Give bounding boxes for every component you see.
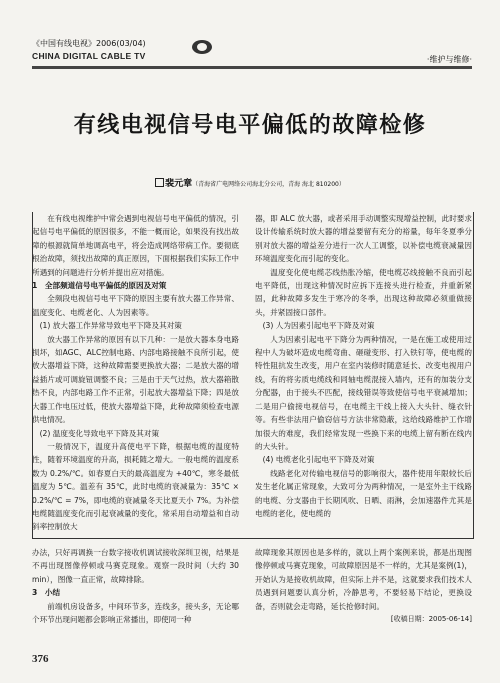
column-right-bottom-text	[255, 546, 472, 613]
journal-logo-icon	[192, 40, 212, 54]
author-box-icon	[155, 178, 164, 187]
author-name: 裴元章	[165, 179, 193, 189]
author-affiliation: （青海省广电网络公司海北分公司，青海 海北 810200）	[192, 181, 345, 188]
column-right-top	[255, 212, 472, 520]
received-date: [收稿日期：2005-06-14]	[390, 615, 472, 624]
paragraph: 器，即 ALC 放大器，或者采用手动调整实现增益控制，此时要求设计传输系统时放大器的增益要留有充分的裕量，每年冬夏季分别对放大器的增益差分进行一次人工调整，以补偿电缆衰减量因环境温度变化而引起的变化。	[255, 214, 472, 264]
paragraph: 在有线电视维护中常会遇到电视信号电平偏低的情况，引起信号电平偏低的原因很多，不能一概而论，如果没有找出故障的根源就简单地调高电平，将会造成网络带病工作。要彻底根治故障，须找出故障的真正原因，下面根据我们实际工作中所遇到的问题进行分析并提出应对措施。	[32, 214, 239, 277]
column-left-bottom	[32, 546, 239, 626]
section-heading: 3 小结	[32, 588, 61, 598]
subsection-heading: (1) 放大器工作异常导致电平下降及其对策	[39, 321, 182, 331]
paragraph: 办法，只好再调换一台数字接收机调试接收深圳卫视，结果是不再出现图像停顿或马赛克现象。观察一段时间（大约 30 min），图像一直正常，故障排除。	[32, 548, 239, 584]
paragraph: 全频段电视信号电平下降的原因主要有放大器工作异常、温度变化、电缆老化、人为因素等。	[32, 294, 239, 317]
subsection-heading: (3) 人为因素引起电平下降及对策	[262, 321, 375, 331]
journal-title-en: CHINA DIGITAL CABLE TV	[32, 51, 146, 61]
header-rule	[32, 66, 472, 69]
column-left-top	[32, 212, 239, 534]
page-number: 376	[32, 653, 49, 665]
paragraph: 线路老化对传输电视信号的影响很大，器件使用年限较长后发生老化属正常现象，大致可分为两种情况，一是室外主干线路的电缆、分支器由于长期风吹、日晒、雨淋，会加速器件尤其是电缆的老化，使电缆的	[255, 468, 472, 518]
paragraph: 前端机房设备多，中间环节多，连线多，接头多，无论哪个环节出现问题都会影响正常播出，即使同一种	[32, 601, 239, 625]
paragraph: 一般情况下，温度升高使电平下降，根据电缆的温度特性，随着环境温度的升高，损耗随之增大。一般电缆的温度系数为 0.2%/℃。如春夏白天的最高温度为 +40℃，寒冬最低温度为 5℃。温差有 35℃，此时电缆的衰减量为：35℃ × 0.2%/℃ = 7%，即电缆的衰减量冬天比夏天小 7%。为补偿电缆随温度变化而引起衰减量的变化，常采用自动增益和自动斜率控制放大	[32, 441, 239, 532]
section-label: ·维护与维修·	[426, 55, 472, 64]
byline	[0, 176, 500, 189]
subsection-heading: (4) 电缆老化引起电平下降及对策	[262, 455, 375, 465]
column-right-bottom	[255, 546, 472, 626]
page-header	[32, 38, 472, 64]
subsection-heading: (2) 温度变化导致电平下降及其对策	[39, 428, 160, 438]
paragraph: 温度变化使电缆芯线热胀冷缩，使电缆芯线接触不良而引起电平降低，出现这种情况时应拆下连接头进行检查，并重新紧固，此种故障多发生于寒冷的冬季，出现这种故障必须重做接头，并紧固接口部件。	[255, 267, 472, 317]
paragraph: 放大器工作异常的原因有以下几种：一是放大器本身电路损坏，如AGC、ALC控制电路、内部电路接触不良所引起，使放大器增益下降，这种故障需要更换放大器；二是放大器的增益插片或可调旋钮调整不良；三是由于天气过热，放大器箱散热不良，内部电路工作不正常，引起放大器增益下降；四是放大器工作电压过低，使放大器增益下降，此种故障须检查电源供电情况。	[32, 334, 239, 425]
paragraph: 故障现象其原因也是多样的，就以上两个案例来说，都是出现图像停顿或马赛克现象，可故障原因是不一样的，尤其是案例(1)，开始认为是接收机故障，但实际上并不是，这就要求我们技术人员遇到问题要认真分析，冷静思考，不要轻易下结论，更换设备，否则就会走弯路，延长抢修时间。	[255, 548, 472, 611]
journal-title-cn: 《中国有线电视》2006(03/04)	[32, 39, 146, 48]
section-heading: 1 全部频道信号电平偏低的原因及对策	[32, 281, 167, 291]
article-title: 有线电视信号电平偏低的故障检修	[73, 113, 427, 138]
paragraph: 人为因素引起电平下降分为两种情况，一是在施工或使用过程中人为破坏造成电缆弯曲、砸碰变形、打入铁钉等，使电缆的特性阻抗发生改变，用户在室内装修时随意延长、改变电视用户线，有的将劣质电缆线和同轴电缆混接入墙内，还有的加装分支分配器，由于接头不匹配，接线错误等致使信号电平衰减增加；二是用户偷接电视信号，在电缆主干线上接入大头针、缝衣针等。有些非法用户偷窃信号方法非常隐蔽，这给线路维护工作增加很大的难度，我们经常发现一些换下来的电缆上留有断在线内的大头针。	[255, 334, 472, 451]
